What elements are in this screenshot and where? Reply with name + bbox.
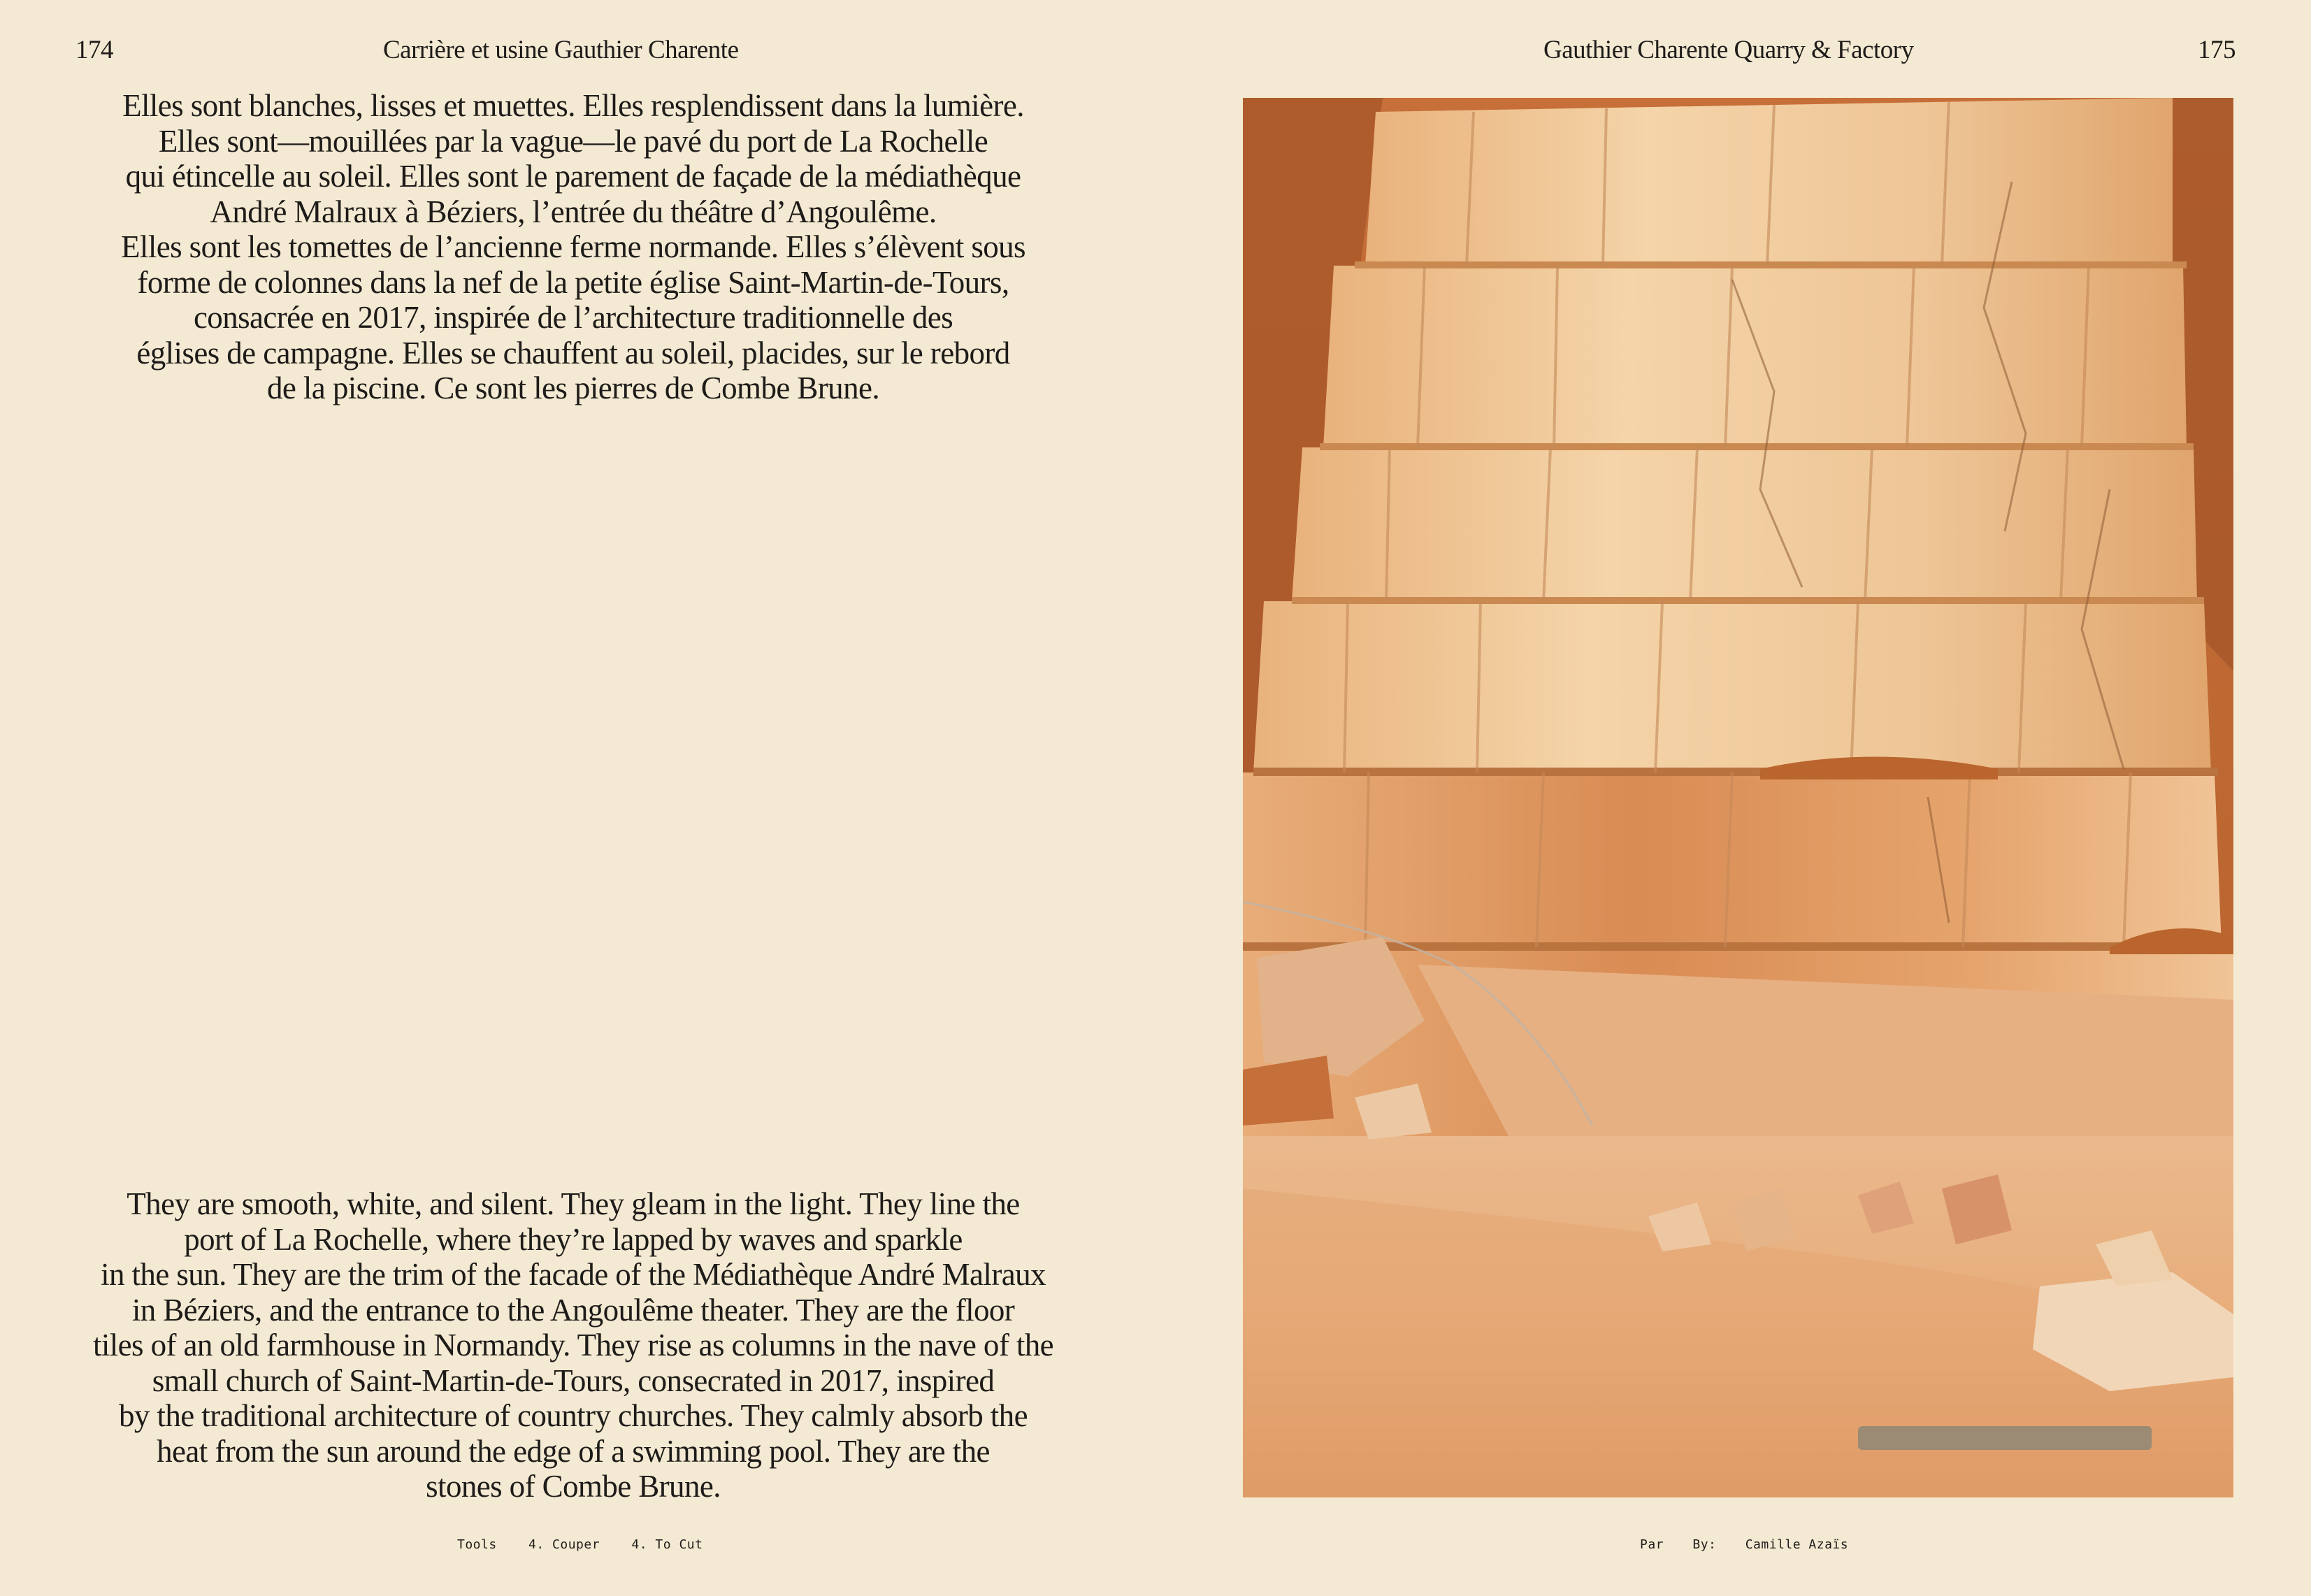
french-line: forme de colonnes dans la nef de la petite église Saint-Martin-de-Tours, <box>137 264 1009 300</box>
english-line: port of La Rochelle, where they’re lapped by waves and sparkle <box>184 1221 963 1257</box>
french-paragraph <box>70 88 1077 406</box>
quarry-photo-illustration <box>1243 98 2233 1497</box>
footer-author: Camille Azaïs <box>1745 1537 1849 1552</box>
english-line: tiles of an old farmhouse in Normandy. They rise as columns in the nave of the <box>92 1328 1054 1363</box>
footer-chapter-en: 4. To Cut <box>631 1537 703 1552</box>
english-line: They are smooth, white, and silent. They gleam in the light. They line the <box>127 1186 1020 1221</box>
french-line: Elles sont—mouillées par la vague—le pavé du port de La Rochelle <box>158 123 988 159</box>
footer-credit-fr: Par <box>1640 1537 1664 1552</box>
footer-right <box>1640 1537 1869 1553</box>
french-line: consacrée en 2017, inspirée de l’architecture traditionnelle des <box>193 300 953 335</box>
french-line: Elles sont les tomettes de l’ancienne ferme normande. Elles s’élèvent sous <box>121 229 1025 264</box>
page-number-left: 174 <box>75 36 113 64</box>
page-number-right: 175 <box>2198 36 2236 64</box>
french-line: qui étincelle au soleil. Elles sont le parement de façade de la médiathèque <box>125 159 1021 194</box>
footer-chapter-fr: 4. Couper <box>528 1537 600 1552</box>
footer-left <box>457 1537 726 1553</box>
english-line: heat from the sun around the edge of a swimming pool. They are the <box>157 1433 990 1469</box>
english-line: stones of Combe Brune. <box>426 1469 721 1504</box>
french-line: André Malraux à Béziers, l’entrée du théâtre d’Angoulême. <box>210 194 937 229</box>
footer-section: Tools <box>457 1537 497 1552</box>
english-paragraph <box>70 1186 1077 1504</box>
running-head-right: Gauthier Charente Quarry & Factory <box>1543 36 1914 64</box>
running-head-left: Carrière et usine Gauthier Charente <box>383 36 739 64</box>
footer-credit-en: By: <box>1692 1537 1717 1552</box>
english-line: by the traditional architecture of country churches. They calmly absorb the <box>119 1398 1028 1433</box>
french-line: Elles sont blanches, lisses et muettes. Elles resplendissent dans la lumière. <box>122 88 1024 123</box>
english-line: small church of Saint-Martin-de-Tours, consecrated in 2017, inspired <box>152 1363 995 1398</box>
right-page <box>1156 0 2311 1596</box>
french-line: églises de campagne. Elles se chauffent au soleil, placides, sur le rebord <box>136 335 1010 371</box>
quarry-photo <box>1243 98 2233 1497</box>
french-line: de la piscine. Ce sont les pierres de Combe Brune. <box>266 371 880 405</box>
english-line: in the sun. They are the trim of the facade of the Médiathèque André Malraux <box>101 1257 1046 1292</box>
english-line: in Béziers, and the entrance to the Angoulême theater. They are the floor <box>131 1292 1015 1328</box>
